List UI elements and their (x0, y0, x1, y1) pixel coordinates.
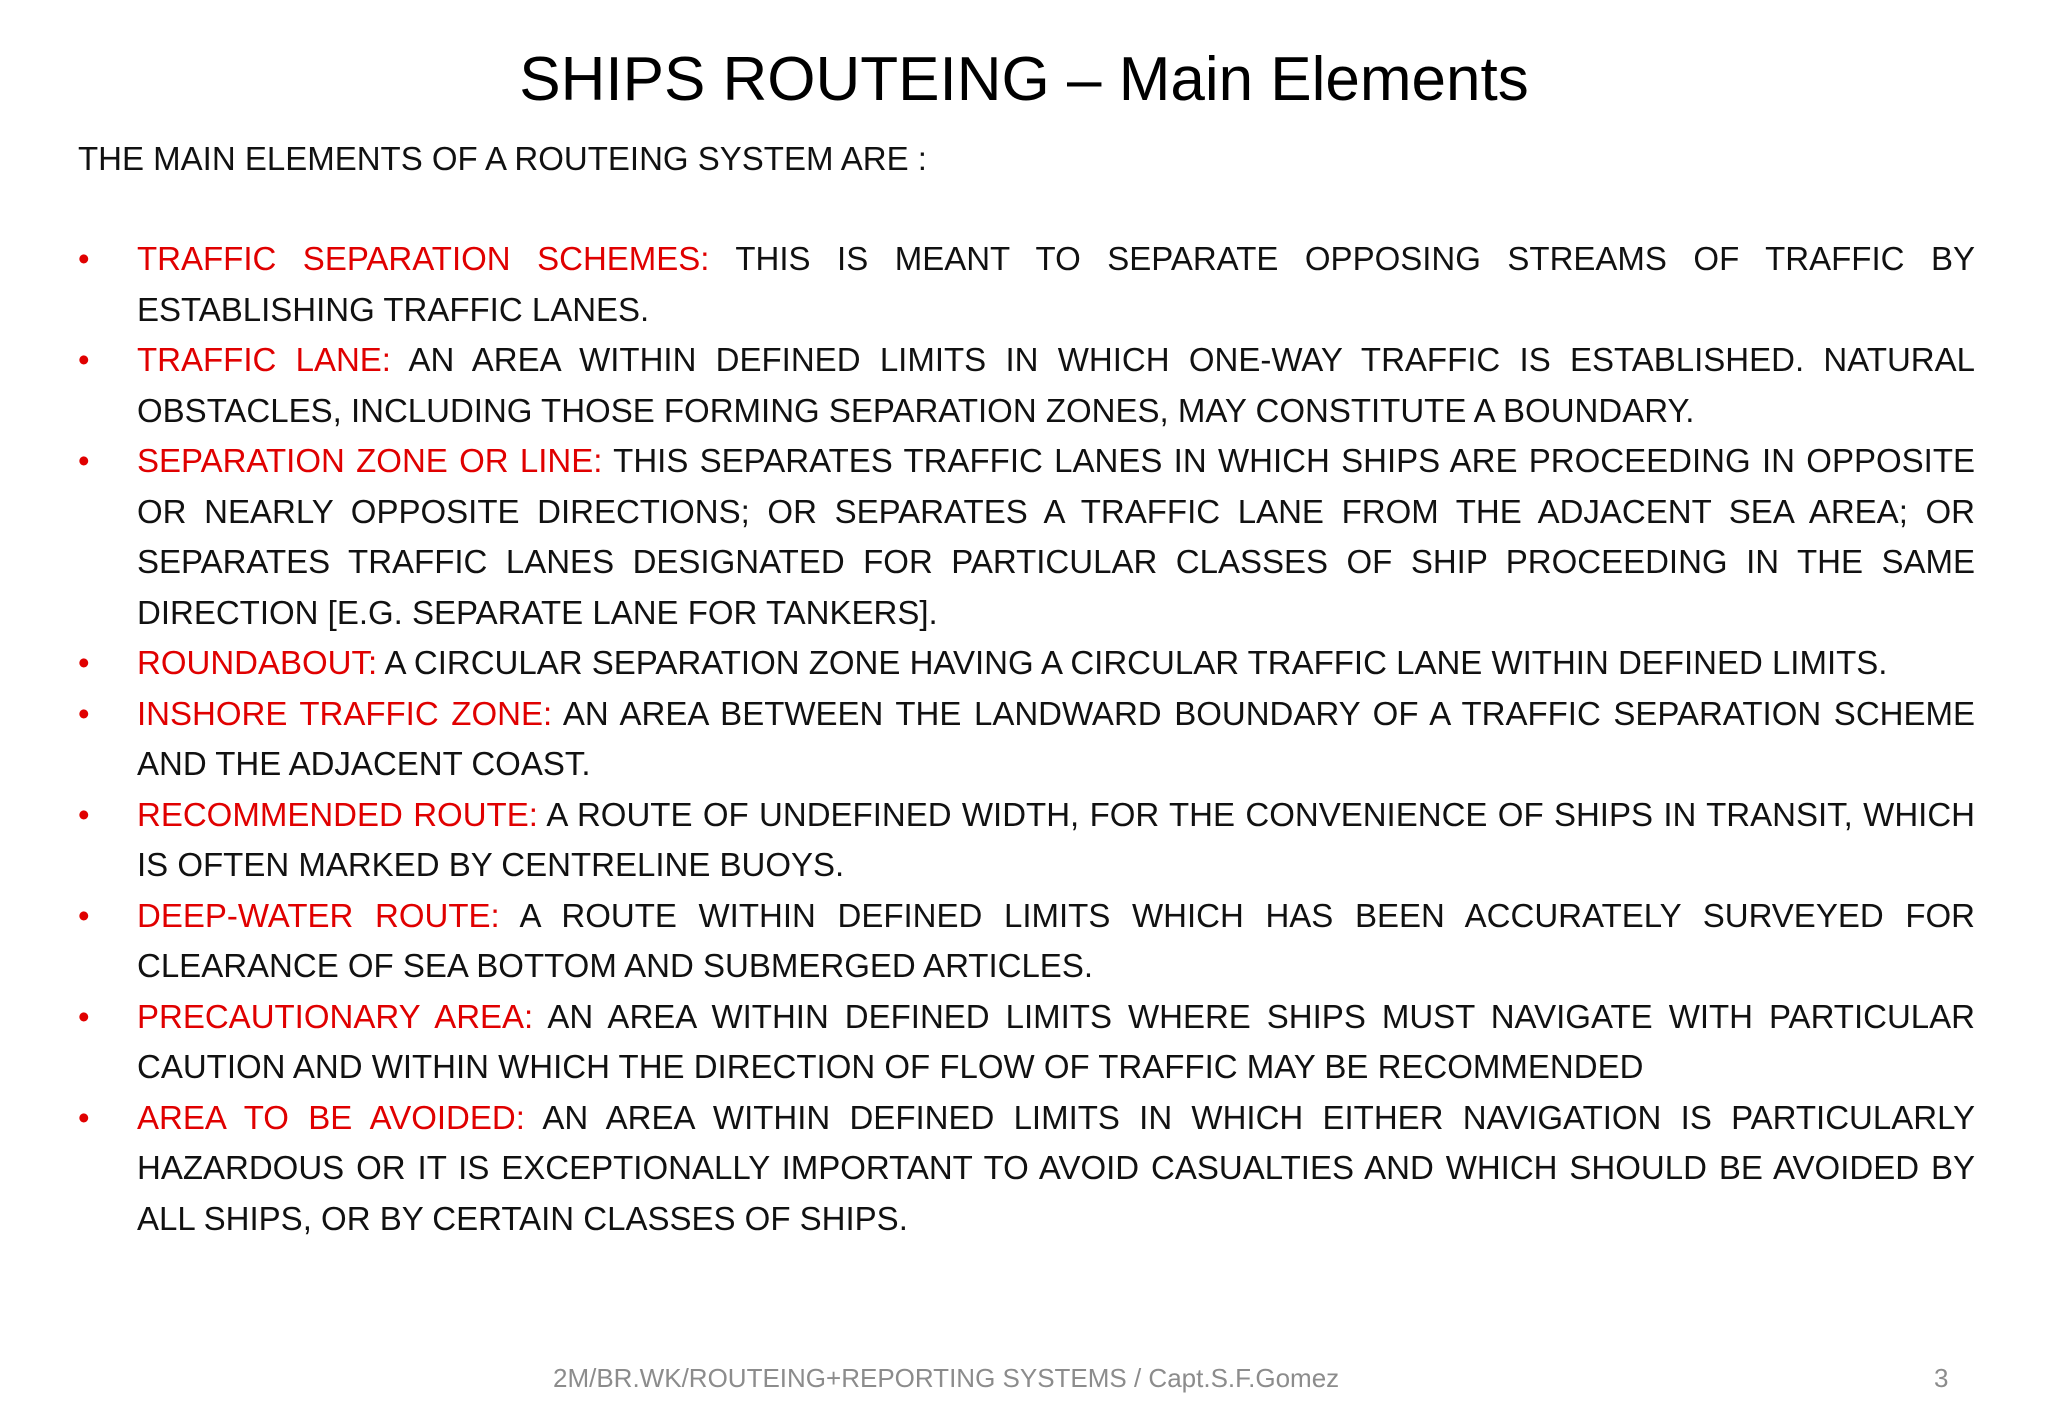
intro-text: THE MAIN ELEMENTS OF A ROUTEING SYSTEM ARE : (78, 140, 927, 177)
element-definition: A ROUTE OF UNDEFINED WIDTH, FOR THE CONVENIENCE OF SHIPS IN TRANSIT, WHICH IS OFTEN MARKED BY CENTRELINE BUOYS. (137, 795, 1975, 883)
element-term: RECOMMENDED ROUTE: (137, 795, 538, 833)
element-term: TRAFFIC SEPARATION SCHEMES: (137, 240, 710, 277)
element-term: ROUNDABOUT: (137, 644, 378, 681)
element-definition: A ROUTE WITHIN DEFINED LIMITS WHICH HAS BEEN ACCURATELY SURVEYED FOR CLEARANCE OF SEA BOTTOM AND SUBMERGED ARTICLES. (137, 896, 1975, 984)
element-definition: THIS IS MEANT TO SEPARATE OPPOSING STREAMS OF TRAFFIC BY ESTABLISHING TRAFFIC LANES. (137, 240, 1975, 328)
element-term: DEEP-WATER ROUTE: (137, 896, 500, 934)
list-item (78, 436, 1975, 638)
bullet-icon: • (78, 442, 90, 479)
element-definition: THIS SEPARATES TRAFFIC LANES IN WHICH SHIPS ARE PROCEEDING IN OPPOSITE OR NEARLY OPPOSITE DIRECTIONS; OR SEPARATES A TRAFFIC LANE FROM THE ADJACENT SEA AREA; OR SEPARATES TRAFFIC LANES DESIGNATED FOR PARTICULAR CLASSES OF SHIP PROCEEDING IN THE SAME DIRECTION [E.G. SEPARATE LANE FOR TANKERS]. (137, 442, 1975, 631)
element-definition: AN AREA WITHIN DEFINED LIMITS WHERE SHIPS MUST NAVIGATE WITH PARTICULAR CAUTION AND WITHIN WHICH THE DIRECTION OF FLOW OF TRAFFIC MAY BE RECOMMENDED (137, 997, 1975, 1085)
list-item (78, 638, 1975, 689)
element-term: INSHORE TRAFFIC ZONE: (137, 694, 553, 732)
element-definition: A CIRCULAR SEPARATION ZONE HAVING A CIRCULAR TRAFFIC LANE WITHIN DEFINED LIMITS. (377, 644, 1888, 681)
bullet-icon: • (78, 694, 90, 732)
elements-list (78, 234, 1975, 1244)
element-term: PRECAUTIONARY AREA: (137, 997, 534, 1035)
bullet-icon: • (78, 1098, 90, 1136)
bullet-icon: • (78, 795, 90, 833)
bullet-icon: • (78, 240, 90, 277)
element-definition: AN AREA BETWEEN THE LANDWARD BOUNDARY OF A TRAFFIC SEPARATION SCHEME AND THE ADJACENT COAST. (137, 694, 1975, 782)
page-number: 3 (1934, 1363, 1949, 1393)
bullet-icon: • (78, 997, 90, 1035)
list-item (78, 689, 1975, 790)
element-definition: AN AREA WITHIN DEFINED LIMITS IN WHICH EITHER NAVIGATION IS PARTICULARLY HAZARDOUS OR IT IS EXCEPTIONALLY IMPORTANT TO AVOID CASUALTIES AND WHICH SHOULD BE AVOIDED BY ALL SHIPS, OR BY CERTAIN CLASSES OF SHIPS. (137, 1098, 1975, 1237)
element-term: TRAFFIC LANE: (137, 341, 391, 378)
list-item (78, 335, 1975, 436)
list-item (78, 790, 1975, 891)
list-item (78, 992, 1975, 1093)
element-term: AREA TO BE AVOIDED: (137, 1098, 525, 1136)
bullet-icon: • (78, 896, 90, 934)
list-item (78, 234, 1975, 335)
element-definition: AN AREA WITHIN DEFINED LIMITS IN WHICH ONE-WAY TRAFFIC IS ESTABLISHED. NATURAL OBSTACLES, INCLUDING THOSE FORMING SEPARATION ZONES, MAY CONSTITUTE A BOUNDARY. (137, 341, 1975, 429)
list-item (78, 891, 1975, 992)
slide-title: SHIPS ROUTEING – Main Elements (519, 45, 1529, 114)
bullet-icon: • (78, 644, 90, 681)
bullet-icon: • (78, 341, 90, 378)
list-item (78, 1093, 1975, 1245)
footer-credit: 2M/BR.WK/ROUTEING+REPORTING SYSTEMS / Capt.S.F.Gomez (553, 1363, 1340, 1393)
element-term: SEPARATION ZONE OR LINE: (137, 442, 603, 479)
